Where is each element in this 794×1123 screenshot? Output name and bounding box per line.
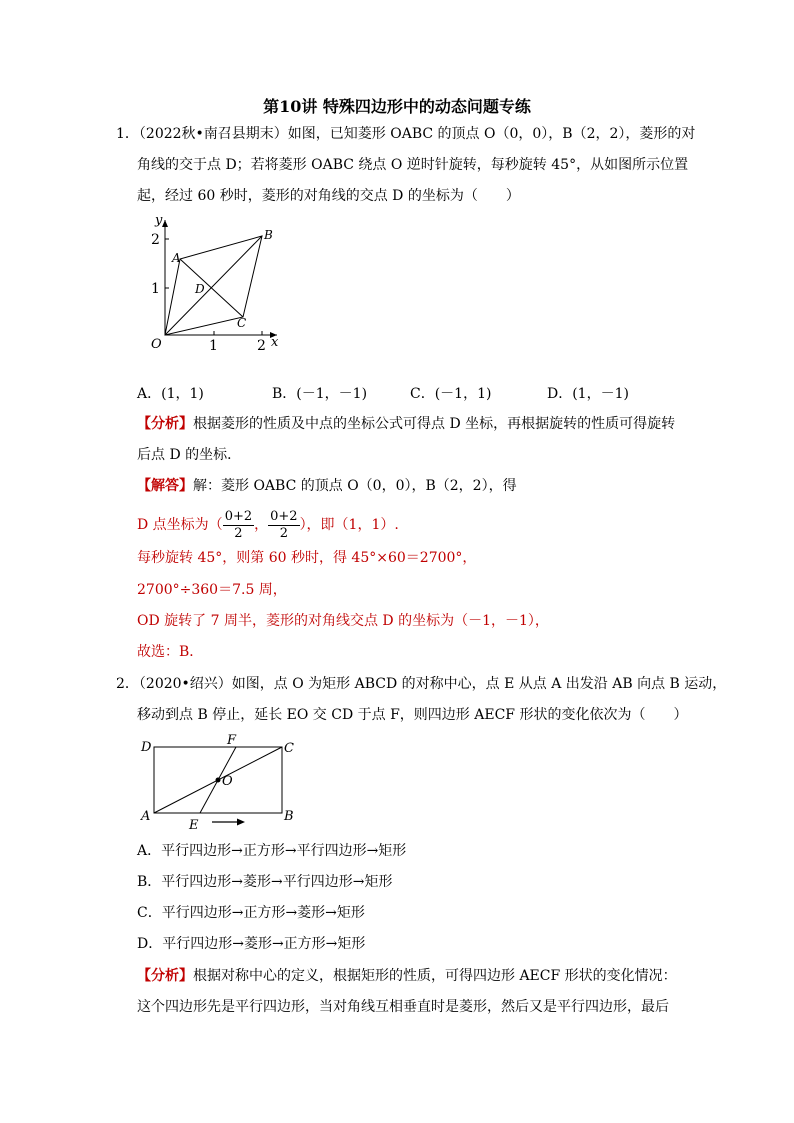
q2-point-c-label: C: [284, 741, 294, 756]
q1-option-a[interactable]: A．(1，1): [137, 386, 204, 402]
q1-stem-line1: 1．（2022秋•南召县期末）如图，已知菱形 OABC 的顶点 O（0，0），B（2，2），菱形的对: [116, 126, 696, 142]
q1-answer-line4: 2700°÷360＝7.5 周，: [137, 582, 287, 598]
q2-analysis-text1: 根据对称中心的定义，根据矩形的性质，可得四边形 AECF 形状的变化情况：: [193, 968, 677, 984]
q2-point-d-label: D: [141, 740, 152, 755]
q1-point-b-label: B: [264, 228, 273, 242]
q1-answer-line2: [137, 508, 399, 542]
q1-tick-y1: 1: [151, 281, 160, 297]
q2-point-a-label: A: [141, 809, 151, 824]
q1-analysis-text1: 根据菱形的性质及中点的坐标公式可得点 D 坐标，再根据旋转的性质可得旋转: [193, 416, 676, 432]
q1-axis-y-label: y: [155, 213, 163, 228]
q1-answer-text2-post: ），即（1，1）.: [299, 517, 399, 533]
q2-rectangle-figure: [137, 732, 307, 832]
q2-analysis-tag: 【分析】: [137, 968, 193, 984]
q1-analysis-tag: 【分析】: [137, 416, 193, 432]
q1-point-c-label: C: [237, 316, 247, 330]
q1-option-c[interactable]: C．(－1，1): [410, 386, 492, 402]
q1-answer-text2-pre: D 点坐标为（: [137, 517, 223, 533]
q1-stem-line3: 起，经过 60 秒时，菱形的对角线的交点 D 的坐标为（ ）: [137, 188, 520, 204]
q1-answer-text1: 解：菱形 OABC 的顶点 O（0，0），B（2，2），得: [193, 478, 517, 494]
q1-tick-x2: 2: [257, 338, 266, 354]
q2-stem-line1: 2．（2020•绍兴）如图，点 O 为矩形 ABCD 的对称中心，点 E 从点 A 出发沿 AB 向点 B 运动，: [116, 676, 727, 692]
q2-point-o-label: O: [222, 774, 233, 789]
q2-option-a[interactable]: A．平行四边形→正方形→平行四边形→矩形: [137, 843, 407, 859]
q2-option-c[interactable]: C．平行四边形→正方形→菱形→矩形: [137, 905, 365, 921]
q1-tick-x1: 1: [209, 338, 218, 354]
q1-point-d-label: D: [195, 282, 205, 296]
q1-answer-tag: 【解答】: [137, 478, 193, 494]
q1-fraction-y: [268, 509, 299, 542]
q1-answer-line3: 每秒旋转 45°，则第 60 秒时，得 45°×60＝2700°，: [137, 550, 477, 566]
q1-point-a-label: A: [172, 251, 181, 265]
q1-option-b[interactable]: B．(－1，－1): [272, 386, 368, 402]
q1-fraction-y-denominator: 2: [279, 525, 288, 541]
page-title: 第10讲 特殊四边形中的动态问题专练: [263, 97, 531, 116]
q1-answer-line5: OD 旋转了 7 周半，菱形的对角线交点 D 的坐标为（－1，－1），: [137, 613, 549, 629]
q2-option-b[interactable]: B．平行四边形→菱形→平行四边形→矩形: [137, 874, 393, 890]
q2-analysis-line1: [137, 966, 677, 986]
q1-origin-label: O: [151, 337, 162, 352]
q1-tick-y2: 2: [151, 232, 160, 248]
q1-option-d[interactable]: D．(1，－1): [547, 386, 629, 402]
q1-analysis-line2: 后点 D 的坐标．: [137, 447, 242, 463]
q1-fraction-y-numerator: 0+2: [270, 508, 298, 524]
q1-rhombus-figure: [135, 212, 285, 370]
q1-axis-x-label: x: [271, 335, 279, 350]
q2-analysis-line2: 这个四边形先是平行四边形，当对角线互相垂直时是菱形，然后又是平行四边形，最后: [137, 999, 669, 1015]
q1-answer-line1: [137, 476, 517, 496]
q1-fraction-x-numerator: 0+2: [224, 508, 253, 524]
q2-option-d[interactable]: D．平行四边形→菱形→正方形→矩形: [137, 936, 366, 952]
q1-fraction-x: [223, 509, 254, 542]
q2-point-f-label: F: [227, 733, 237, 748]
q1-fraction-separator: ，: [254, 517, 269, 533]
q1-fraction-x-denominator: 2: [234, 525, 243, 541]
q1-answer-line6: 故选：B．: [137, 644, 204, 660]
q2-stem-line2: 移动到点 B 停止，延长 EO 交 CD 于点 F，则四边形 AECF 形状的变化依次为（ ）: [137, 707, 688, 723]
q1-analysis-line1: [137, 414, 675, 434]
q2-point-b-label: B: [284, 809, 294, 824]
q1-stem-line2: 角线的交于点 D；若将菱形 OABC 绕点 O 逆时针旋转，每秒旋转 45°，从如图所示位置: [137, 157, 689, 173]
q2-point-e-label: E: [189, 818, 199, 832]
